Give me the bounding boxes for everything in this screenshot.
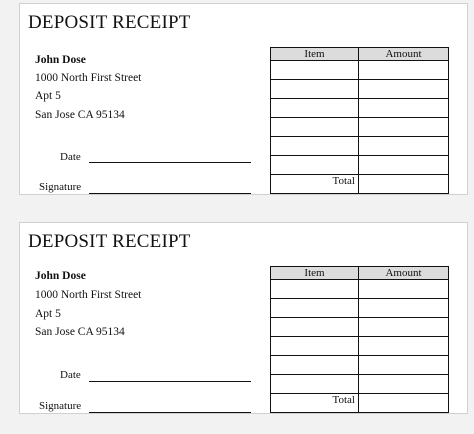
amount-cell[interactable] xyxy=(359,356,449,375)
amount-cell[interactable] xyxy=(359,375,449,394)
item-cell[interactable] xyxy=(271,375,359,394)
signature-label: Signature xyxy=(39,181,82,193)
table-row xyxy=(271,99,449,118)
street-address: 1000 North First Street xyxy=(35,289,142,301)
amount-cell[interactable] xyxy=(359,137,449,156)
table-row xyxy=(271,80,449,99)
amount-cell[interactable] xyxy=(359,118,449,137)
city-address: San Jose CA 95134 xyxy=(35,326,125,338)
table-row xyxy=(271,137,449,156)
amount-column-header: Amount xyxy=(359,267,449,280)
deposit-receipt-2 xyxy=(19,222,468,414)
date-label: Date xyxy=(60,369,81,381)
receipt-title: DEPOSIT RECEIPT xyxy=(28,231,191,252)
total-label: Total xyxy=(271,394,359,413)
item-cell[interactable] xyxy=(271,61,359,80)
amount-column-header: Amount xyxy=(359,48,449,61)
item-cell[interactable] xyxy=(271,280,359,299)
total-row xyxy=(271,175,449,194)
items-table xyxy=(270,47,449,194)
items-table xyxy=(270,266,449,413)
total-amount-cell[interactable] xyxy=(359,175,449,194)
item-cell[interactable] xyxy=(271,118,359,137)
item-cell[interactable] xyxy=(271,156,359,175)
amount-cell[interactable] xyxy=(359,318,449,337)
table-header-row xyxy=(271,267,449,280)
total-amount-cell[interactable] xyxy=(359,394,449,413)
date-field-line[interactable] xyxy=(89,381,251,382)
amount-cell[interactable] xyxy=(359,156,449,175)
amount-cell[interactable] xyxy=(359,337,449,356)
total-row xyxy=(271,394,449,413)
amount-cell[interactable] xyxy=(359,99,449,118)
table-row xyxy=(271,61,449,80)
table-row xyxy=(271,118,449,137)
item-cell[interactable] xyxy=(271,337,359,356)
amount-cell[interactable] xyxy=(359,80,449,99)
item-cell[interactable] xyxy=(271,80,359,99)
receipt-title: DEPOSIT RECEIPT xyxy=(28,12,191,33)
deposit-receipt-1 xyxy=(19,3,468,195)
signature-label: Signature xyxy=(39,400,82,412)
signature-field-line[interactable] xyxy=(89,193,251,194)
date-field-line[interactable] xyxy=(89,162,251,163)
payer-name: John Dose xyxy=(35,54,86,66)
table-row xyxy=(271,337,449,356)
table-header-row xyxy=(271,48,449,61)
item-cell[interactable] xyxy=(271,318,359,337)
table-row xyxy=(271,318,449,337)
total-label: Total xyxy=(271,175,359,194)
item-cell[interactable] xyxy=(271,99,359,118)
unit-address: Apt 5 xyxy=(35,90,61,102)
date-label: Date xyxy=(60,151,81,163)
amount-cell[interactable] xyxy=(359,299,449,318)
amount-cell[interactable] xyxy=(359,280,449,299)
payer-name: John Dose xyxy=(35,270,86,282)
amount-cell[interactable] xyxy=(359,61,449,80)
item-cell[interactable] xyxy=(271,356,359,375)
table-row xyxy=(271,156,449,175)
item-column-header: Item xyxy=(271,48,359,61)
street-address: 1000 North First Street xyxy=(35,72,142,84)
unit-address: Apt 5 xyxy=(35,308,61,320)
table-row xyxy=(271,356,449,375)
table-row xyxy=(271,299,449,318)
table-row xyxy=(271,375,449,394)
item-cell[interactable] xyxy=(271,137,359,156)
item-column-header: Item xyxy=(271,267,359,280)
city-address: San Jose CA 95134 xyxy=(35,109,125,121)
item-cell[interactable] xyxy=(271,299,359,318)
signature-field-line[interactable] xyxy=(89,412,251,413)
table-row xyxy=(271,280,449,299)
